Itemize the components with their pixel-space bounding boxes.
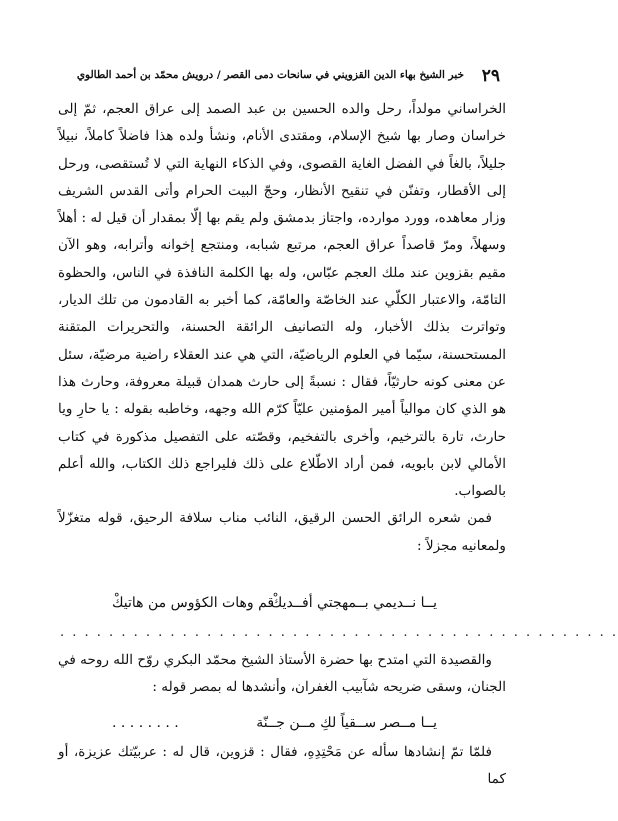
paragraph-qasida-text: والقصيدة التي امتدح بها حضرة الأستاذ الشيخ محمّد البكري روّح الله روحه في الجنان، وسقى ضريحه شآبيب الغفران، وأنشدها له بمصر قوله : xyxy=(58,652,506,696)
running-head: خبر الشيخ بهاء الدين القزويني في سانحات دمى القصر / درويش محمّد بن أحمد الطالوي xyxy=(76,69,464,81)
verse-1-first-hemistich: يــا نــديمي بــمهجتي أفــديكْ xyxy=(270,595,437,611)
ellipsis-line: . . . . . . . . . . . . . . . . . . . . . . . . . . . . . . . . . . . . . . . . . . . . . . xyxy=(60,625,618,640)
paragraph-closing-text: فلمّا تمّ إنشادها سأله عن مَحْتِدِهِ، فقال : قزوين، قال له : عربيّتك عزيزة، أو كما xyxy=(58,744,506,788)
paragraph-poetry-intro: فمن شعره الرائق الحسن الرقيق، النائب مناب سلافة الرحيق، قوله متغزّلاً ولمعانيه مجزلاً : xyxy=(58,510,506,554)
paragraph-biography: الخراساني مولداً، رحل والده الحسين بن عبد الصمد إلى عراق العجم، ثمّ إلى خراسان وصار بها شيخ الإسلام، ومقتدى الأنام، ونشأ ولده هذا فاضلاً كاملاً، نبيلاً جليلاً، بالغاً في الفضل الغاية القصوى، وفي الذكاء النهاية التي لا تُستقصى، ورحل إلى الأقطار، وتفنّن في تنقيح الأنظار، وحجّ البيت الحرام وأتى القدس الشريف وزار معاهده، وورد موارده، واجتاز بدمشق ولم يقم بها إلّا بمقدار أن قيل له : أهلاً وسهلاً، ومرّ قاصداً عراق العجم، مرتبع شبابه، ومنتجع إخوانه وأترابه، وهو الآن مقيم بقزوين عند ملك العجم عبّاس، وله بها الكلمة النافذة في الناس، والحظوة التامّة، والاعتبار الكلّي عند الخاصّة والعامّة، كما أخبر به القادمون من تلك الديار، وتواترت بذلك الأخبار، وله التصانيف الرائقة الحسنة، والتحريرات المتقنة المستحسنة، سيّما في العلوم الرياضيّة، التي هي عند العقلاء راضية مرضيّة، سئل عن معنى كونه حارثيّاً، فقال : نسبةً إلى حارث همدان قبيلة معروفة، وحارث هذا هو الذي كان موالياً أمير المؤمنين عليّاً كرّم الله وجهه، وخاطبه بقوله : يا حارِ ويا حارث، تارة بالترخيم، وأخرى بالتفخيم، وقصّته على التفصيل مذكورة في كتاب الأمالي لابن بابويه، فمن أراد الاطّلاع على ذلك فليراجع ذلك الكتاب، والله أعلم بالصواب. xyxy=(58,101,506,500)
paragraph-closing xyxy=(58,739,506,794)
page-number: ٢٩ xyxy=(481,66,500,86)
main-text xyxy=(58,96,506,560)
verse-2-dots: . . . . . . . . xyxy=(112,715,179,731)
verse-2-first-hemistich: يــا مــصر ســقياً لكِ مــن جــنّة xyxy=(256,715,437,731)
verse-1-second-hemistich: قم وهات الكؤوس من هاتيكْ xyxy=(112,595,275,611)
page-header xyxy=(60,66,500,88)
paragraph-qasida xyxy=(58,647,506,702)
